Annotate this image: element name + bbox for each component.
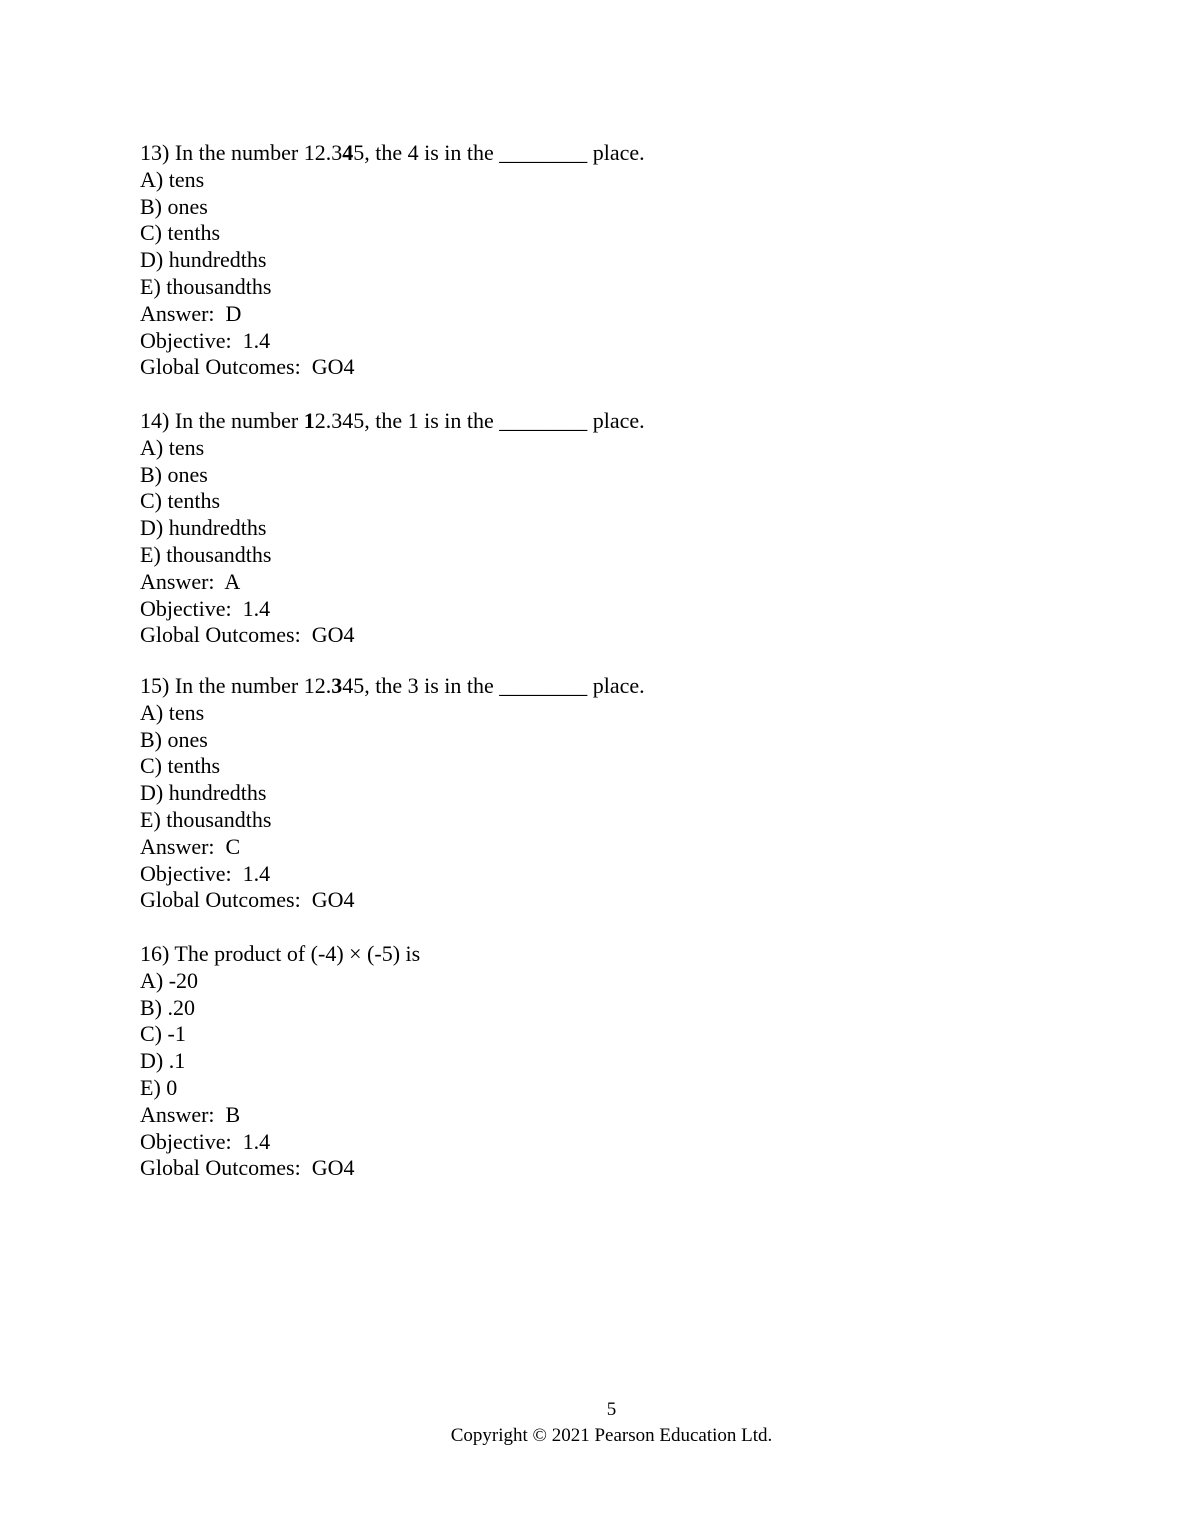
option-e: E) 0 [140,1074,178,1100]
question-stem [140,140,645,167]
option-b: B) ones [140,726,208,752]
question-stem [140,941,420,968]
stem-prefix: 14) In the number [140,408,304,433]
question-15 [140,673,645,914]
objective: Objective: 1.4 [140,1128,271,1154]
stem-prefix: 15) In the number 12. [140,673,332,698]
option-b: B) ones [140,461,208,487]
global-outcomes: Global Outcomes: GO4 [140,354,355,380]
stem-suffix: 5, the 4 is in the ________ place. [353,140,645,165]
question-16 [140,941,420,1182]
stem-prefix: 16) The product of (-4) × (-5) is [140,941,421,966]
global-outcomes: Global Outcomes: GO4 [140,622,355,648]
option-d: D) hundredths [140,247,267,273]
option-b: B) .20 [140,994,195,1020]
page-number: 5 [606,1399,617,1420]
global-outcomes: Global Outcomes: GO4 [140,887,355,913]
copyright-notice: Copyright © 2021 Pearson Education Ltd. [450,1425,773,1446]
option-a: A) tens [140,434,205,460]
option-c: C) tenths [140,488,221,514]
option-e: E) thousandths [140,273,272,299]
option-a: A) -20 [140,967,199,993]
question-stem [140,673,645,700]
answer: Answer: A [140,568,241,594]
global-outcomes: Global Outcomes: GO4 [140,1155,355,1181]
option-a: A) tens [140,166,205,192]
question-13 [140,140,645,381]
stem-bold-digit: 1 [303,408,315,433]
answer: Answer: D [140,300,242,326]
question-stem [140,408,645,435]
option-d: D) hundredths [140,515,267,541]
question-14 [140,408,645,649]
option-e: E) thousandths [140,806,272,832]
option-c: C) -1 [140,1021,186,1047]
stem-bold-digit: 3 [331,673,343,698]
stem-prefix: 13) In the number 12.3 [140,140,343,165]
stem-suffix: 2.345, the 1 is in the ________ place. [314,408,645,433]
option-a: A) tens [140,699,205,725]
option-c: C) tenths [140,753,221,779]
option-c: C) tenths [140,220,221,246]
option-d: D) hundredths [140,780,267,806]
answer: Answer: C [140,833,241,859]
stem-suffix: 45, the 3 is in the ________ place. [342,673,645,698]
option-e: E) thousandths [140,541,272,567]
option-b: B) ones [140,193,208,219]
answer: Answer: B [140,1101,241,1127]
objective: Objective: 1.4 [140,595,271,621]
stem-bold-digit: 4 [342,140,354,165]
objective: Objective: 1.4 [140,327,271,353]
option-d: D) .1 [140,1048,186,1074]
objective: Objective: 1.4 [140,860,271,886]
